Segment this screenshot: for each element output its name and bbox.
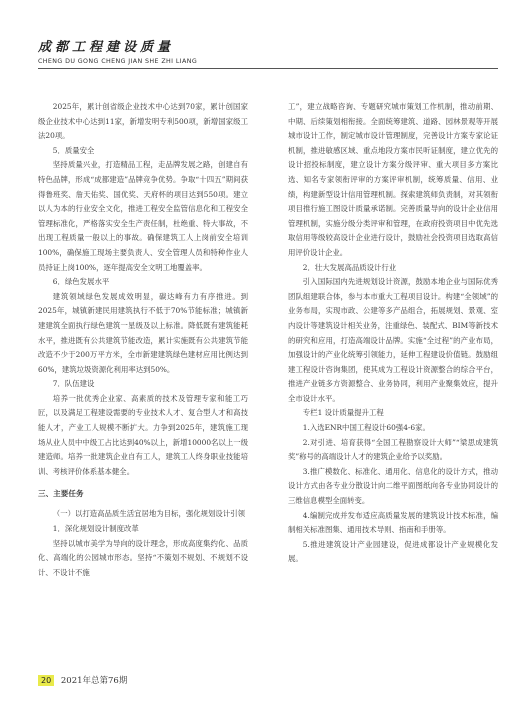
paragraph: 1.入选ENR中国工程设计60强4-6家。 (302, 423, 430, 433)
section-heading: 三、主要任务 (38, 489, 84, 499)
page-number: 20 (38, 675, 54, 686)
page-header (38, 36, 498, 69)
paragraph: 2．壮大发展高品质设计行业 (302, 262, 397, 272)
header-divider (38, 68, 498, 69)
paragraph: 坚持以城市美学为导向的设计理念，形成高度集约化、品质化、高端化的公园城市形态。坚持“不策划不规划、不规划不设计、不设计不施 (38, 538, 248, 577)
left-text-column (38, 100, 248, 580)
paragraph: 专栏1 设计质量提升工程 (302, 408, 384, 418)
paragraph: 5．质量安全 (52, 145, 95, 155)
right-text-column (288, 100, 498, 567)
paragraph: 2.对引进、培育获得“全国工程勘察设计大师”“梁思成建筑奖”称号的高端设计人才的建筑企业给予以奖励。 (288, 437, 498, 462)
paragraph: 6．绿色发展水平 (52, 277, 110, 287)
paragraph: 工”，建立战略咨询、专题研究城市策划工作机制，推动前期、中期、后续策划相衔接。全面统筹建筑、道路、园林景观等开展城市设计工作，制定城市设计管理制度，完善设计方案专家论证机制，推进敏感区域、重点地段方案市民听证制度，建立优先的设计招投标制度，建立设计方案分级评审、重大项目多方案比选、知名专家领衔评审的方案评审机制，统筹质量、信用、业绩，构建新型设计信用管理机制。探索建筑师负责制，对其领衔项目推行施工图设计质量承诺制。完善质量导向的设计企业信用管理机制，实施分级分类评审和管理，在政府投资项目中优先选取信用等级较高设计企业进行设计，鼓励社会投资项目选取高信用评价设计企业。 (288, 102, 498, 257)
paragraph: 3.推广模数化、标准化、通用化、信息化的设计方式，推动设计方式由各专业分散设计向二维平面图纸向各专业协同设计的三维信息模型全面转变。 (288, 466, 498, 506)
issue-label: 2021年总第76期 (60, 676, 128, 686)
paragraph: 2025年，累计创省级企业技术中心达到70家，累计创国家级企业技术中心达到11家，新增发明专利500项，新增国家级工法20项。 (38, 102, 248, 141)
paragraph: （一）以打造高品质生活宜居地为目标，强化规划设计引领 (52, 509, 245, 519)
magazine-title: 成都工程建设质量 (38, 40, 175, 55)
page-footer (38, 674, 127, 686)
magazine-title-pinyin: CHENG DU GONG CHENG JIAN SHE ZHI LIANG (38, 58, 198, 65)
paragraph: 坚持质量兴业，打造精品工程，走品牌发展之路，创建自有特色品牌，形成“成都建造”品牌竞争优势。争取“十四五”期间获得鲁班奖、詹天佑奖、国优奖、天府杯的项目达到550项。建立以人为本的行业安全文化，推进工程安全监管信息化和工程安全管理标准化，严格落实安全生产责任制，杜绝重、特大事故，不出现工程质量一般以上的事故。确保建筑工人上岗前安全培训100%，确保施工现场主要负责人、安全管理人员和特种作业人员持证上岗100%，逐年提高安全文明工地覆盖率。 (38, 160, 248, 272)
paragraph: 1．深化规划设计制度改革 (52, 524, 139, 534)
paragraph: 7．队伍建设 (52, 379, 95, 389)
paragraph: 5.推进建筑设计产业园建设，促进成都设计产业规模化发展。 (288, 539, 498, 564)
paragraph: 培养一批优秀企业家、高素质的技术及管理专家和能工巧匠，以及满足工程建设需要的专业技术人才、复合型人才和高技能人才，产业工人规模不断扩大。力争到2025年，建筑施工现场从业人员中中级工占比达到40%以上，新增10000名以上一级建造师。培养一批建筑企业自有工人，建筑工人终身职业技能培训、考核评价体系基本健全。 (38, 393, 248, 476)
paragraph: 引入国际国内先进规划设计资源，鼓励本地企业与国际优秀团队组建联合体，参与本市重大工程项目设计。构建“全领域”的业务布局，实现市政、公建等多产品组合，拓展规划、景观、室内设计等建筑设计相关业务，注重绿色、装配式、BIM等新技术的研究和应用，打造高端设计品牌。实施“全过程”的产业布局，加强设计的产业化统筹引领能力，延伸工程建设价值链。鼓励组建工程设计咨询集团，使其成为工程设计资源整合的综合平台，推进产业链多方资源整合、业务协同，利用产业聚集效应，提升全市设计水平。 (288, 277, 498, 403)
paragraph: 4.编制完成并发布适应高质量发展的建筑设计技术标准，编制相关标准图集、通用技术导则、指南和手册等。 (288, 510, 498, 535)
paragraph: 建筑领域绿色发展成效明显，碳达峰有力有序推进。到2025年，城镇新建民用建筑执行不低于70%节能标准；城镇新建建筑全面执行绿色建筑一星级及以上标准。降低既有建筑能耗水平，推进既有公共建筑节能改造，累计实施既有公共建筑节能改造不少于200万平方米，全市新建建筑绿色建材应用比例达到60%，建筑垃圾资源化利用率达到50%。 (38, 291, 248, 374)
